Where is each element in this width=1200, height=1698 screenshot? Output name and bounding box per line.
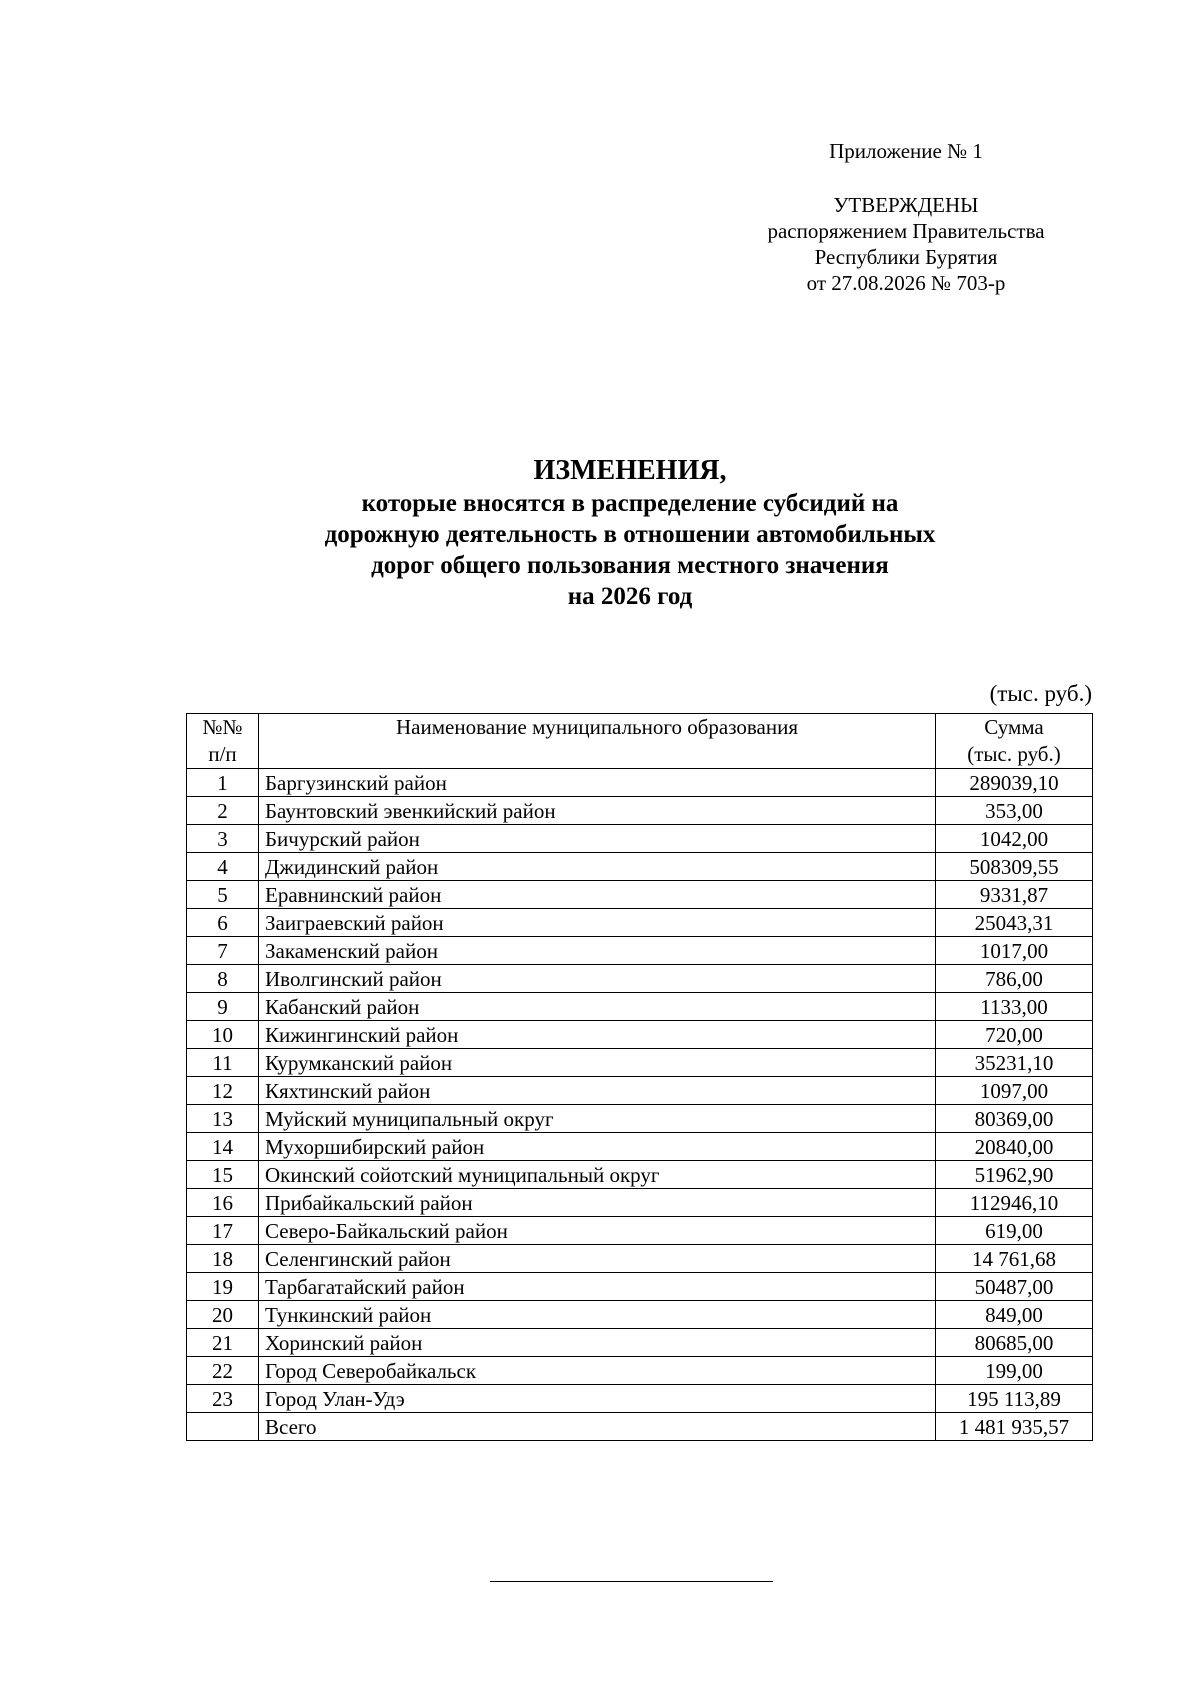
row-name: Кабанский район xyxy=(259,993,936,1021)
row-number: 1 xyxy=(187,769,259,797)
row-sum: 35231,10 xyxy=(936,1049,1093,1077)
row-name: Тарбагатайский район xyxy=(259,1273,936,1301)
table-row xyxy=(187,1105,1093,1133)
approved-by-line: распоряжением Правительства xyxy=(767,219,1045,243)
row-name: Хоринский район xyxy=(259,1329,936,1357)
row-number: 8 xyxy=(187,965,259,993)
table-row xyxy=(187,797,1093,825)
header-number: №№ п/п xyxy=(187,714,259,769)
row-number: 9 xyxy=(187,993,259,1021)
row-number: 11 xyxy=(187,1049,259,1077)
row-number: 5 xyxy=(187,881,259,909)
row-sum: 1017,00 xyxy=(936,937,1093,965)
title-line-2: дорожную деятельность в отношении автомобильных xyxy=(324,521,936,548)
table-row xyxy=(187,1133,1093,1161)
row-sum: 9331,87 xyxy=(936,881,1093,909)
row-name: Мухоршибирский район xyxy=(259,1133,936,1161)
table-row xyxy=(187,881,1093,909)
table-row xyxy=(187,825,1093,853)
row-sum: 619,00 xyxy=(936,1217,1093,1245)
table-header-row xyxy=(187,714,1093,769)
title-line-4: на 2026 год xyxy=(567,583,693,610)
row-name: Прибайкальский район xyxy=(259,1189,936,1217)
table-row xyxy=(187,1273,1093,1301)
title-line-1: которые вносятся в распределение субсидий на xyxy=(361,490,899,517)
row-name: Селенгинский район xyxy=(259,1245,936,1273)
table-row xyxy=(187,1357,1093,1385)
row-name: Бичурский район xyxy=(259,825,936,853)
table-row xyxy=(187,1301,1093,1329)
row-sum: 14 761,68 xyxy=(936,1245,1093,1273)
row-name: Окинский сойотский муниципальный округ xyxy=(259,1161,936,1189)
row-name: Джидинский район xyxy=(259,853,936,881)
table-row xyxy=(187,909,1093,937)
table-row xyxy=(187,853,1093,881)
approved-republic-line: Республики Бурятия xyxy=(814,245,998,269)
row-sum: 50487,00 xyxy=(936,1273,1093,1301)
table-row xyxy=(187,1385,1093,1413)
table-row xyxy=(187,1329,1093,1357)
row-number: 6 xyxy=(187,909,259,937)
row-name: Город Северобайкальск xyxy=(259,1357,936,1385)
row-sum: 199,00 xyxy=(936,1357,1093,1385)
row-sum: 80685,00 xyxy=(936,1329,1093,1357)
row-number: 15 xyxy=(187,1161,259,1189)
row-sum: 720,00 xyxy=(936,1021,1093,1049)
row-number: 4 xyxy=(187,853,259,881)
row-name: Заиграевский район xyxy=(259,909,936,937)
total-number xyxy=(187,1413,259,1441)
row-number: 21 xyxy=(187,1329,259,1357)
table-row xyxy=(187,1189,1093,1217)
row-sum: 289039,10 xyxy=(936,769,1093,797)
row-number: 3 xyxy=(187,825,259,853)
row-number: 13 xyxy=(187,1105,259,1133)
title-line-3: дорог общего пользования местного значения xyxy=(371,552,889,579)
row-sum: 80369,00 xyxy=(936,1105,1093,1133)
row-sum: 25043,31 xyxy=(936,909,1093,937)
table-row xyxy=(187,1077,1093,1105)
row-number: 10 xyxy=(187,1021,259,1049)
row-name: Иволгинский район xyxy=(259,965,936,993)
row-name: Кяхтинский район xyxy=(259,1077,936,1105)
bottom-rule xyxy=(490,1581,773,1582)
attachment-label: Приложение № 1 xyxy=(829,139,983,163)
row-name: Закаменский район xyxy=(259,937,936,965)
table-row xyxy=(187,1049,1093,1077)
row-sum: 20840,00 xyxy=(936,1133,1093,1161)
subsidy-table xyxy=(186,713,1093,1441)
row-number: 14 xyxy=(187,1133,259,1161)
row-number: 22 xyxy=(187,1357,259,1385)
row-sum: 849,00 xyxy=(936,1301,1093,1329)
header-name: Наименование муниципального образования xyxy=(259,714,936,769)
table-row xyxy=(187,993,1093,1021)
document-title xyxy=(180,454,1080,612)
row-number: 7 xyxy=(187,937,259,965)
table-row xyxy=(187,769,1093,797)
row-number: 23 xyxy=(187,1385,259,1413)
row-sum: 195 113,89 xyxy=(936,1385,1093,1413)
row-sum: 112946,10 xyxy=(936,1189,1093,1217)
row-name: Тункинский район xyxy=(259,1301,936,1329)
approved-label: УТВЕРЖДЕНЫ xyxy=(833,193,979,217)
row-name: Курумканский район xyxy=(259,1049,936,1077)
row-name: Город Улан-Удэ xyxy=(259,1385,936,1413)
row-name: Муйский муниципальный округ xyxy=(259,1105,936,1133)
table-row xyxy=(187,1021,1093,1049)
row-number: 2 xyxy=(187,797,259,825)
units-label: (тыс. руб.) xyxy=(989,681,1092,706)
total-label: Всего xyxy=(259,1413,936,1441)
title-main: ИЗМЕНЕНИЯ, xyxy=(533,455,727,486)
row-name: Кижингинский район xyxy=(259,1021,936,1049)
row-sum: 1133,00 xyxy=(936,993,1093,1021)
row-number: 16 xyxy=(187,1189,259,1217)
table-row xyxy=(187,1217,1093,1245)
row-number: 18 xyxy=(187,1245,259,1273)
total-row xyxy=(187,1413,1093,1441)
table-row xyxy=(187,965,1093,993)
row-name: Еравнинский район xyxy=(259,881,936,909)
approved-date-line: от 27.08.2026 № 703-р xyxy=(806,271,1006,295)
row-number: 17 xyxy=(187,1217,259,1245)
row-sum: 51962,90 xyxy=(936,1161,1093,1189)
row-sum: 1042,00 xyxy=(936,825,1093,853)
row-name: Баргузинский район xyxy=(259,769,936,797)
total-sum: 1 481 935,57 xyxy=(936,1413,1093,1441)
row-name: Баунтовский эвенкийский район xyxy=(259,797,936,825)
header-sum: Сумма (тыс. руб.) xyxy=(936,714,1093,769)
row-number: 12 xyxy=(187,1077,259,1105)
table-row xyxy=(187,1161,1093,1189)
row-name: Северо-Байкальский район xyxy=(259,1217,936,1245)
row-sum: 353,00 xyxy=(936,797,1093,825)
table-row xyxy=(187,937,1093,965)
row-number: 20 xyxy=(187,1301,259,1329)
approval-block xyxy=(710,138,1102,296)
row-sum: 1097,00 xyxy=(936,1077,1093,1105)
row-sum: 508309,55 xyxy=(936,853,1093,881)
table-row xyxy=(187,1245,1093,1273)
row-number: 19 xyxy=(187,1273,259,1301)
row-sum: 786,00 xyxy=(936,965,1093,993)
